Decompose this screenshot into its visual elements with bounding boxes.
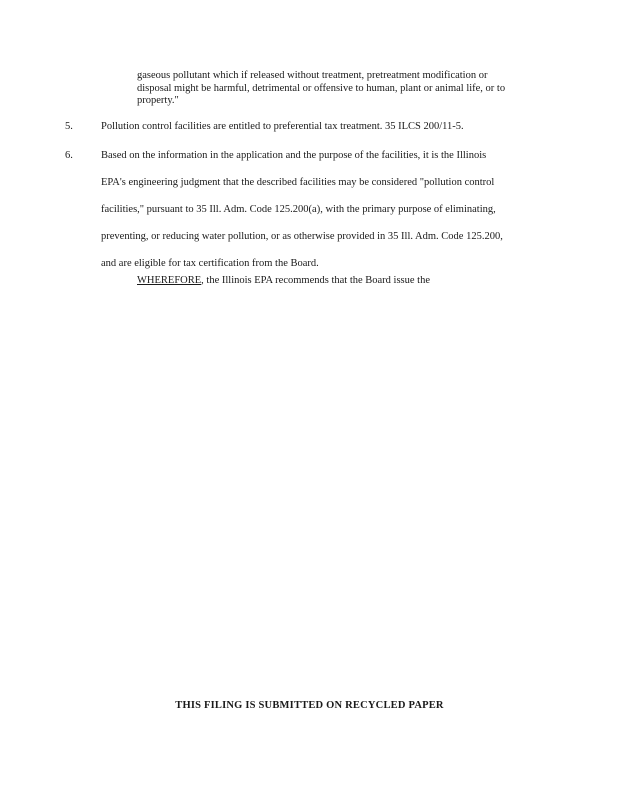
paragraph-text [101,150,541,285]
paragraph-line: EPA's engineering judgment that the described facilities may be considered "pollution control [101,177,495,188]
paragraph-line: and are eligible for tax certification from the Board. [101,258,319,269]
recycled-paper-footer: THIS FILING IS SUBMITTED ON RECYCLED PAPER [175,700,444,711]
wherefore-rest: , the Illinois EPA recommends that the Board issue the [201,275,431,286]
paragraph-number: 6. [65,150,73,161]
quote-line: property." [137,95,179,106]
paragraph-line: Based on the information in the application and the purpose of the facilities, it is the Illinois [101,150,487,161]
paragraph-line: facilities," pursuant to 35 Ill. Adm. Code 125.200(a), with the primary purpose of eliminating, [101,204,496,215]
quote-line: gaseous pollutant which if released without treatment, pretreatment modification or [137,70,488,81]
paragraph-line: preventing, or reducing water pollution, or as otherwise provided in 35 Ill. Adm. Code 125.200, [101,231,503,242]
wherefore-lead: WHEREFORE [137,275,202,286]
quote-line: disposal might be harmful, detrimental or offensive to human, plant or animal life, or to [137,82,506,94]
paragraph-number: 5. [65,121,73,132]
paragraph-text: Pollution control facilities are entitled to preferential tax treatment. 35 ILCS 200/11-5. [101,121,464,132]
wherefore-clause [137,275,537,286]
definition-quote [137,70,537,108]
